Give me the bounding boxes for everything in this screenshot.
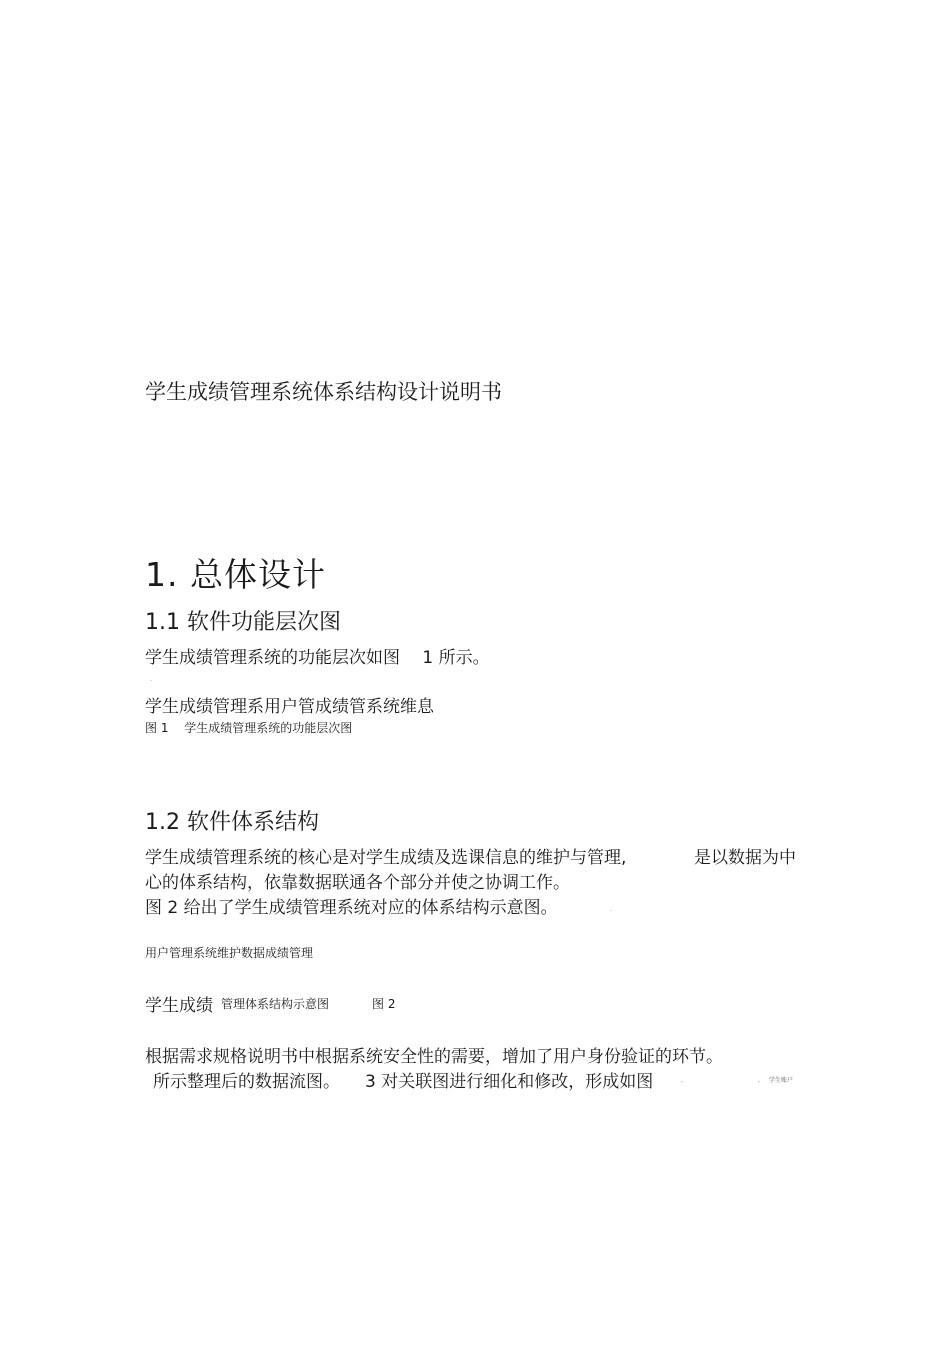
figure-1-node-labels: 学生成绩管理系用户管成绩管系统维息 bbox=[145, 697, 434, 717]
paragraph-architecture-line-2: 心的体系结构，依靠数据联通各个部分并使之协调工作。 bbox=[145, 873, 570, 893]
figure-3-artifact-dot-a: , bbox=[681, 1077, 683, 1084]
subsection-heading-architecture: 1.2 软件体系结构 bbox=[145, 810, 319, 835]
figure-3-artifact-dot-b: , bbox=[758, 1077, 760, 1084]
section-heading-overall-design: 1. 总体设计 bbox=[145, 555, 326, 594]
figure-2-caption-prefix: 学生成绩 bbox=[145, 996, 213, 1016]
figure-2-caption-number: 图 2 bbox=[372, 997, 396, 1011]
subsection-heading-function-hierarchy: 1.1 软件功能层次图 bbox=[145, 610, 341, 635]
paragraph-dataflow-line-2-tail: 3 对关联图进行细化和修改，形成如图 bbox=[365, 1072, 654, 1092]
figure-1-caption: 图 1 学生成绩管理系统的功能层次图 bbox=[145, 721, 353, 735]
figure-2-node-labels: 用户管理系统维护数据成绩管理 bbox=[145, 946, 314, 960]
figure-3-tiny-label: 学生账户 bbox=[769, 1077, 794, 1084]
figure-1-artifact-dot: · bbox=[150, 678, 152, 685]
paragraph-function-hierarchy: 学生成绩管理系统的功能层次如图 1 所示。 bbox=[145, 648, 490, 668]
document-title: 学生成绩管理系统体系结构设计说明书 bbox=[145, 380, 502, 404]
paragraph-dataflow-line-1: 根据需求规格说明书中根据系统安全性的需要，增加了用户身份验证的环节。 bbox=[145, 1047, 723, 1067]
paragraph-architecture-line-3: 图 2 给出了学生成绩管理系统对应的体系结构示意图。 bbox=[145, 898, 558, 918]
paragraph-architecture-line-1-tail: 是以数据为中 bbox=[694, 848, 796, 868]
figure-2-caption-text: 管理体系结构示意图 bbox=[221, 997, 330, 1011]
paragraph-architecture-line-1: 学生成绩管理系统的核心是对学生成绩及选课信息的维护与管理, bbox=[145, 848, 627, 868]
figure-2-artifact-dot: . bbox=[610, 906, 612, 913]
paragraph-dataflow-line-2: 所示整理后的数据流图。 bbox=[153, 1072, 340, 1092]
